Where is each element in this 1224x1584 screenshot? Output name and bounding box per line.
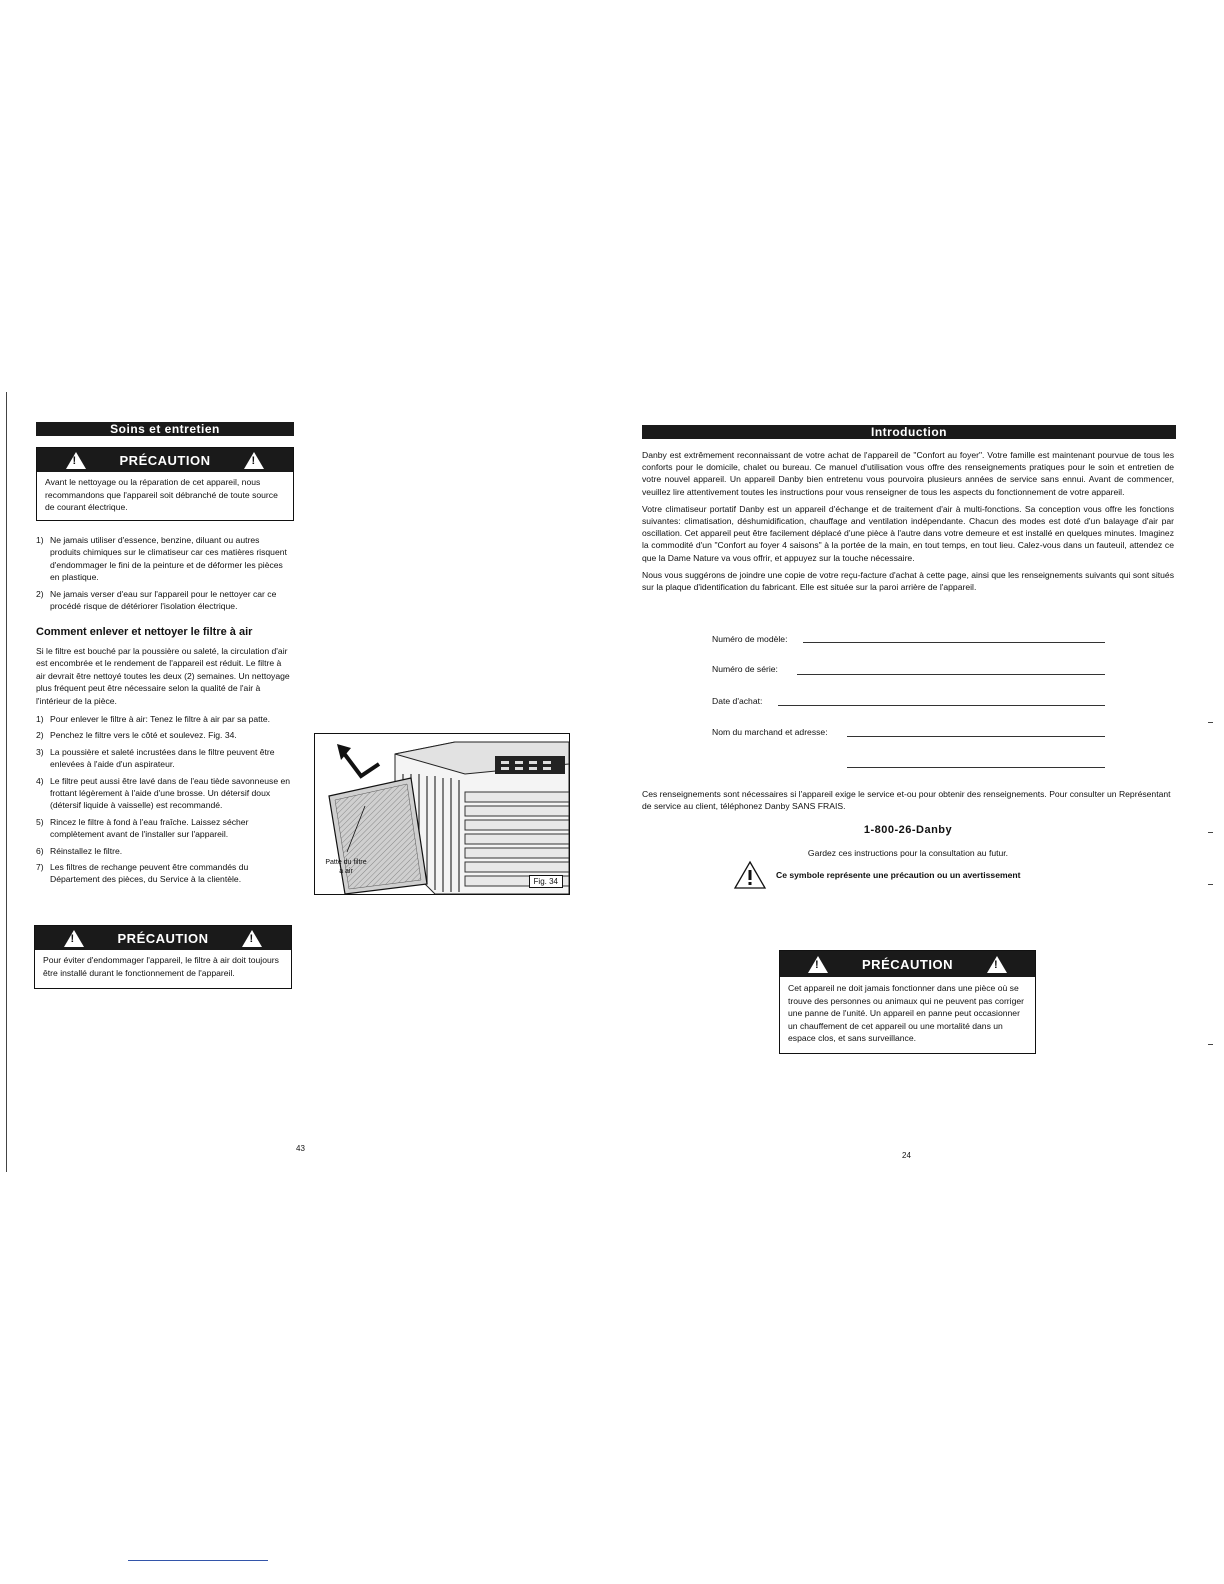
symbol-explanation: Ce symbole représente une précaution ou un avertissement [776,870,1021,880]
warning-triangle-icon [244,452,264,469]
dealer-address-field[interactable] [847,767,1105,768]
section-title-care: Soins et entretien [36,422,294,436]
scan-edge-line [128,1560,268,1561]
caution-box-top [36,447,294,521]
caution-box-bottom [34,925,292,989]
list-item: 2) Penchez le filtre vers le côté et soulevez. Fig. 34. [36,730,237,741]
service-text: Ces renseignements sont nécessaires si l'appareil exige le service et-ou pour obtenir des renseignements. Pour consulter un Représentant de service au client, téléphonez Danby SANS FRAIS. [642,789,1171,812]
warning-triangle-icon [987,956,1007,973]
introduction-text [642,449,1174,598]
intro-paragraph: Votre climatiseur portatif Danby est un appareil d'échange et de traitement d'air à multi-fonctions. Sa conception vous offre les fonctions suivantes: climatisation, déshumidification, chauffage and ventilation indépendante. Chacun des modes est doté d'un balayage d'air par oscillation. Cet appareil peut être facilement déplacé d'une pièce à l'autre dans votre demeure et est installé en quelques minutes. Imaginez la commodité d'un "Confort au foyer 4 saisons" à la portée de la main, en tout temps, en tout lieu. Calez-vous dans un fauteuil, attendez ce que la Dame Nature va vous offrir, et appuyez sur la touche nécessaire. [642,503,1174,563]
caution-box-right [779,950,1036,1054]
filter-intro: Si le filtre est bouché par la poussière ou saleté, la circulation d'air est encombrée et le rendement de l'appareil est réduit. Le filtre à air devrait être nettoyé toutes les deux (2) semaines. Un nettoyage plus fréquent peut être nécessaire selon la qualité de l'air à l'intérieur de la pièce. [36,646,290,706]
filter-tab-label: Patte du filtre à air [325,859,367,875]
scan-edge-line [6,392,7,1172]
figure-34 [314,733,570,895]
warnings-list [36,534,292,616]
caution-text: Avant le nettoyage ou la réparation de cet appareil, nous recommandons que l'appareil soit débranché de toute source de courant électrique. [45,477,278,512]
model-number-label: Numéro de modèle: [712,634,788,644]
caution-title: PRÉCAUTION [117,930,209,946]
list-item: 5) Rincez le filtre à fond à l'eau fraîche. Laissez sécher complètement avant de l'installer sur l'appareil. [36,816,249,840]
dealer-label: Nom du marchand et adresse: [712,727,828,737]
intro-paragraph: Danby est extrêmement reconnaissant de votre achat de l'appareil de "Confort au foyer". Votre famille est maintenant pourvue de tous les conforts pour le domicile, chalet ou bureau. Ce manuel d'utilisation vous offre des renseignements pratiques pour le soin et entretien de votre nouvel appareil. Un appareil Danby bien entretenu vous pourvoira plusieurs années de service sans ennui. Avant de commencer, veuillez lire attentivement toutes les instructions pour vous renseigner de tous les aspects du fonctionnement de votre appareil. [642,450,1174,497]
warning-triangle-icon [64,930,84,947]
scan-edge-tick [1208,722,1213,723]
caution-text: Cet appareil ne doit jamais fonctionner dans une pièce où se trouve des personnes ou animaux qui ne peuvent pas corriger une panne de l'unité. Un appareil en panne peut occasionner un chauffement de cet appareil ou une mortalité dans un espace clos, et sans surveillance. [788,983,1024,1043]
page-number-right: 24 [902,1151,911,1160]
figure-label: Fig. 34 [529,875,563,888]
caution-header [780,951,1035,977]
serial-number-field[interactable] [797,674,1105,675]
caution-text: Pour éviter d'endommager l'appareil, le filtre à air doit toujours être installé durant le fonctionnement de l'appareil. [43,955,279,978]
filter-steps-list [36,713,292,890]
page-number-left: 43 [296,1144,305,1153]
keep-instructions-text: Gardez ces instructions pour la consultation au futur. [807,848,1009,858]
warning-triangle-icon [66,452,86,469]
list-item: 3) La poussière et saleté incrustées dans le filtre peuvent être enlevées à l'aide d'un aspirateur. [36,746,275,770]
list-item: 4) Le filtre peut aussi être lavé dans de l'eau tiède savonneuse en frottant légèrement à l'aide d'une brosse. Un détersif doux (détersif liquide à vaisselle) est recommandé. [36,775,291,811]
filter-heading: Comment enlever et nettoyer le filtre à air [36,626,253,638]
dealer-field[interactable] [847,736,1105,737]
list-item: 6) Réinstallez le filtre. [36,845,123,856]
caution-header [35,926,291,950]
warning-triangle-icon [242,930,262,947]
section-title-introduction: Introduction [642,425,1176,439]
caution-title: PRÉCAUTION [862,956,953,972]
list-item: 2) Ne jamais verser d'eau sur l'appareil pour le nettoyer car ce procédé risque de détériorer l'isolation électrique. [36,588,277,612]
phone-number: 1-800-26-Danby [863,824,953,836]
scan-edge-tick [1208,832,1213,833]
scan-edge-tick [1208,1044,1213,1045]
serial-number-label: Numéro de série: [712,664,778,674]
purchase-date-label: Date d'achat: [712,696,763,706]
intro-paragraph: Nous vous suggérons de joindre une copie de votre reçu-facture d'achat à cette page, ainsi que les renseignements suivants qui sont situés sur la plaque d'identification du fabricant. Elle est située sur la paroi arrière de l'appareil. [642,569,1174,593]
caution-symbol-icon [733,860,767,890]
warning-triangle-icon [808,956,828,973]
list-item: 7) Les filtres de rechange peuvent être commandés du Département des pièces, du Service à la clientèle. [36,862,249,885]
caution-title: PRÉCAUTION [119,452,211,468]
list-item: 1) Ne jamais utiliser d'essence, benzine, diluant ou autres produits chimiques sur le climatiseur car ces matières risquent d'endommager le fini de la peinture et de déformer les pièces en plastique. [36,535,287,583]
model-number-field[interactable] [803,642,1105,643]
purchase-date-field[interactable] [778,705,1105,706]
caution-header [37,448,293,472]
list-item: 1) Pour enlever le filtre à air: Tenez le filtre à air par sa patte. [36,714,271,724]
scan-edge-tick [1208,884,1213,885]
